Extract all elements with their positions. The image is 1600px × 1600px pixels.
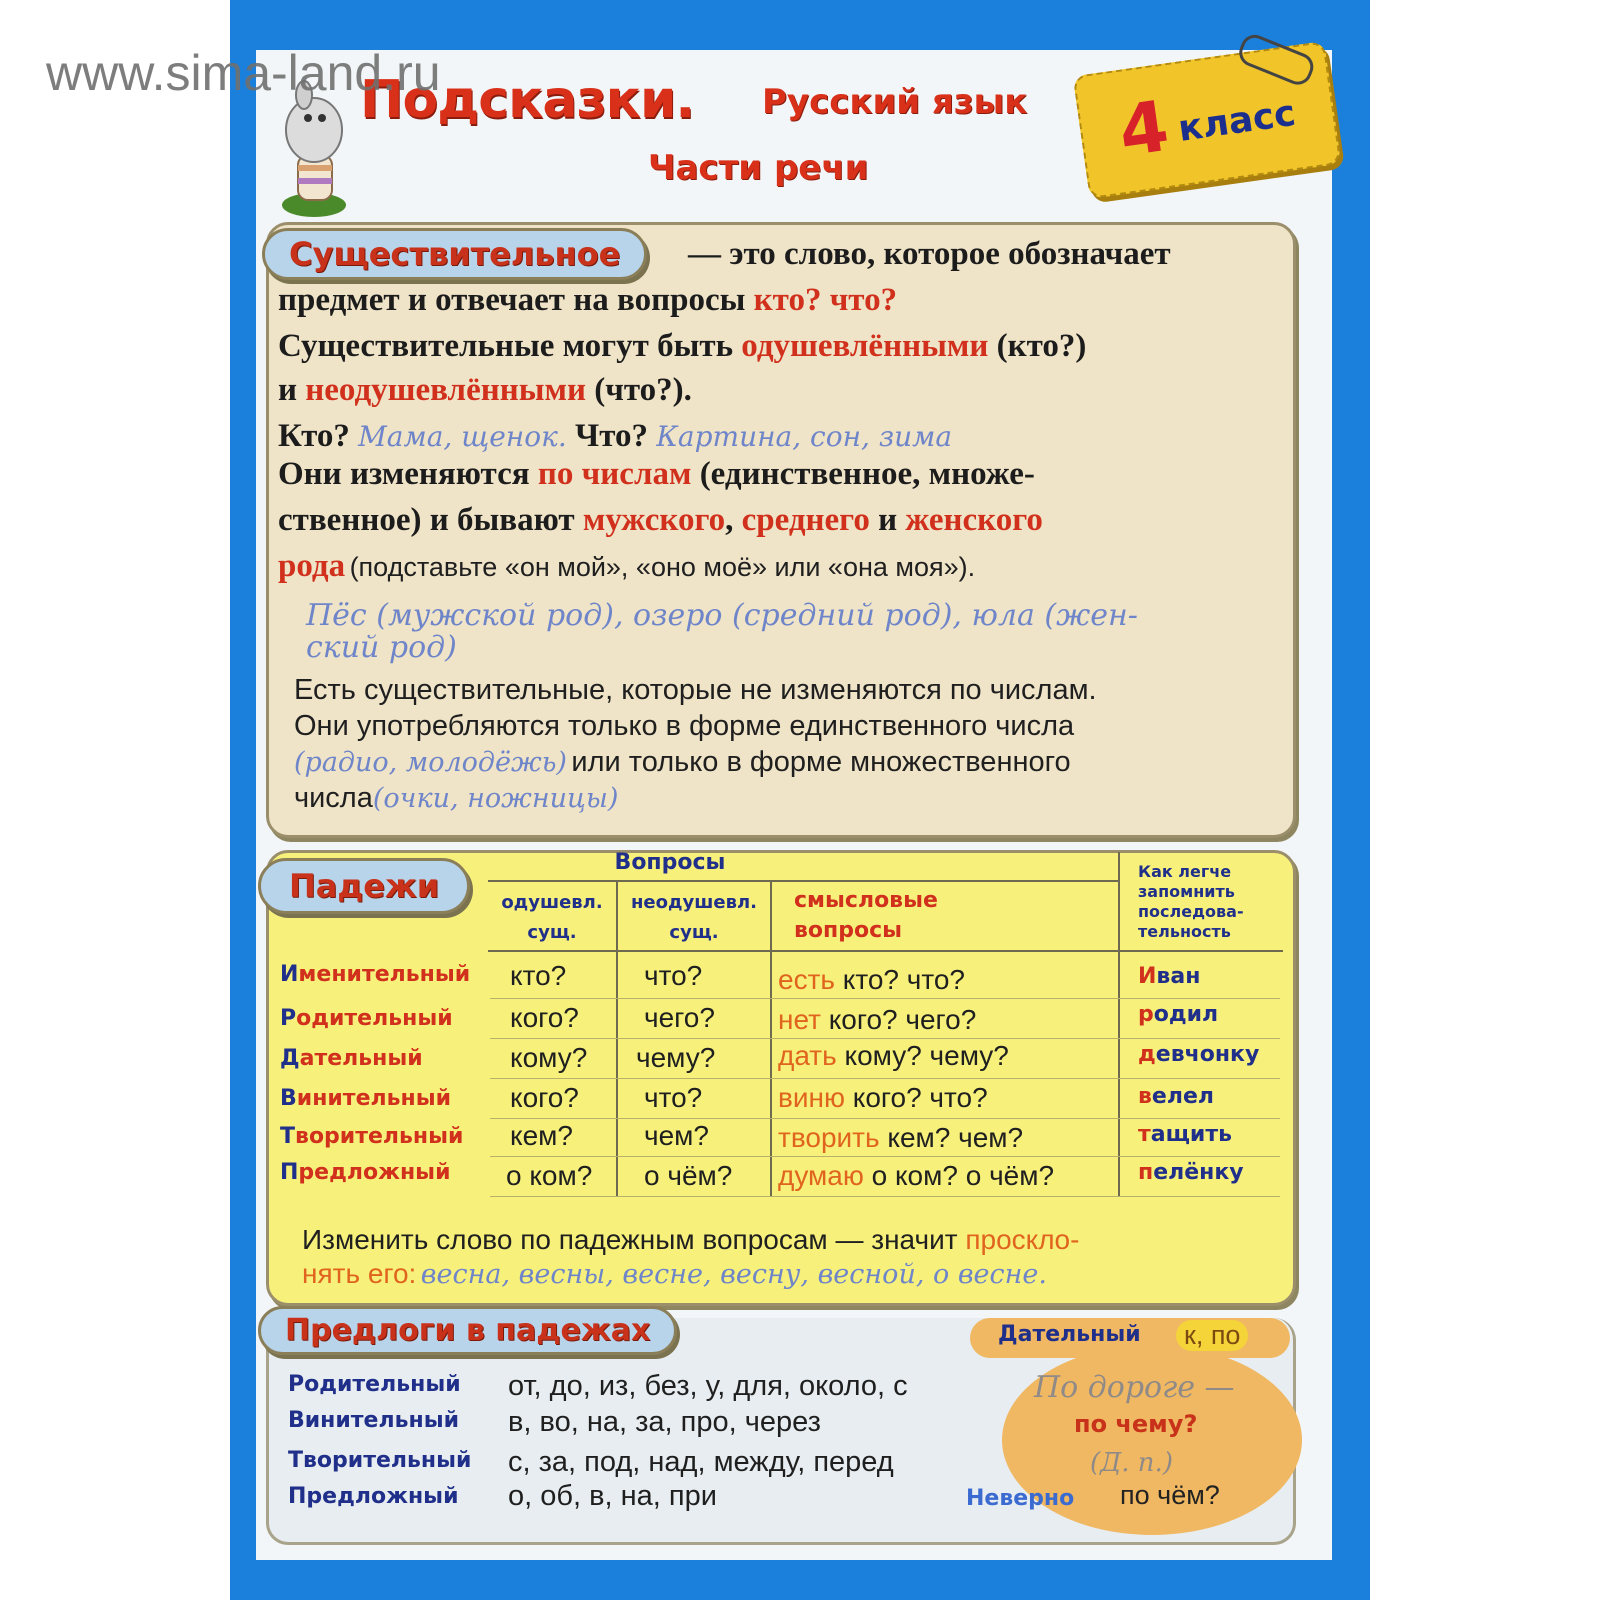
text: ственное) и бывают (278, 502, 575, 538)
noun-gender-line (278, 548, 975, 585)
highlight-text: просклo- (965, 1224, 1080, 1255)
highlight-text: по числам (537, 456, 692, 492)
text: неодушевл. (630, 892, 758, 913)
text: сущ. (669, 922, 719, 943)
text: Изменить слово по падежным вопросам — значит (302, 1224, 958, 1255)
mnemonic-word: пелёнку (1138, 1160, 1244, 1185)
animate-question: кем? (510, 1120, 573, 1151)
noun-animacy-line1 (278, 328, 1086, 365)
text: и (278, 372, 298, 408)
cases-footer-line2 (302, 1258, 1047, 1290)
prep-list: в, во, на, за, про, через (508, 1406, 821, 1438)
inanimate-question: что? (644, 1082, 703, 1113)
case-name: Творительный (280, 1124, 464, 1149)
highlight-text: женского (905, 502, 1043, 538)
grade-number: 4 (1113, 84, 1174, 173)
noun-heading-pill: Существительное (262, 228, 647, 280)
mnemonic-word: тащить (1138, 1122, 1233, 1147)
prepositions-heading-pill: Предлоги в падежах (258, 1306, 677, 1355)
highlight-text: нять его: (302, 1258, 417, 1289)
page-title: Подсказки. (360, 70, 695, 130)
col-header-semantic (794, 886, 938, 946)
case-name: Родительный (280, 1006, 453, 1031)
animate-question: кому? (510, 1042, 588, 1073)
cases-heading-pill: Падежи (258, 858, 470, 914)
dative-question: по чему? (1074, 1410, 1198, 1438)
text: Как легче (1138, 862, 1232, 881)
prep-case-name: Родительный (288, 1372, 461, 1397)
highlight-text: неодушевлёнными (305, 372, 587, 408)
wrong-question: по чём? (1120, 1480, 1220, 1510)
watermark-text: www.sima-land.ru (46, 45, 441, 101)
text: (подставьте «он мой», «оно моё» или «она моя»). (349, 552, 976, 582)
noun-number-line1 (278, 456, 1035, 493)
semantic-question: творить кем? чем? (778, 1122, 1024, 1153)
highlight-text: кто? что? (753, 282, 898, 318)
prep-list: с, за, под, над, между, перед (508, 1446, 894, 1478)
prep-list: от, до, из, без, у, для, около, с (508, 1370, 908, 1402)
case-name: Дательный (280, 1046, 423, 1071)
row-divider (490, 1038, 1280, 1039)
gender-examples-handwritten-2: ский род) (306, 630, 457, 665)
prep-case-name: Винительный (288, 1408, 460, 1433)
row-divider (490, 1078, 1280, 1079)
mnemonic-word: родил (1138, 1002, 1219, 1027)
text: последова- (1138, 902, 1244, 921)
text: (единственное, множе- (699, 456, 1035, 492)
text: сущ. (527, 922, 577, 943)
semantic-question: виню кого? что? (778, 1082, 988, 1113)
inanimate-question: чего? (644, 1002, 715, 1033)
row-divider (490, 998, 1280, 999)
text: числа (294, 782, 373, 814)
questions-header: Вопросы (614, 850, 726, 875)
topic-title: Части речи (648, 148, 869, 188)
mnemonic-word: девчонку (1138, 1042, 1260, 1067)
text: запомнить (1138, 882, 1235, 901)
divider (488, 880, 1118, 882)
case-name: Предложный (280, 1160, 451, 1185)
text: — это слово, которое обозначает (688, 236, 1171, 272)
dative-example-handwritten: По дороге — (1034, 1370, 1235, 1405)
prep-case-name: Творительный (288, 1448, 472, 1473)
handwritten-text: весна, весны, весне, весну, весной, о весне. (420, 1259, 1047, 1290)
semantic-question: есть кто? что? (778, 964, 966, 995)
handwritten-text: Картина, сон, зима (656, 420, 953, 453)
text: тельность (1138, 922, 1231, 941)
noun-definition-line1 (688, 236, 1171, 273)
highlight-text: рода (278, 548, 346, 584)
highlight-text: одушевлёнными (741, 328, 989, 364)
text: (кто?) (996, 328, 1087, 364)
animate-question: кого? (510, 1002, 579, 1033)
case-name: Винительный (280, 1086, 452, 1111)
row-divider (490, 1118, 1280, 1119)
text: одушевл. (501, 892, 603, 913)
note-line3 (294, 746, 1071, 779)
text: , (725, 502, 734, 538)
text: (что?). (594, 372, 692, 408)
semantic-question: дать кому? чему? (778, 1040, 1009, 1071)
noun-definition-line2 (278, 282, 897, 319)
noun-animacy-line2 (278, 372, 692, 409)
noun-number-line2 (278, 502, 1043, 539)
text: предмет и отвечает на вопросы (278, 282, 746, 318)
handwritten-text: Мама, щенок. (358, 420, 567, 453)
divider (488, 950, 1283, 952)
inanimate-question: чему? (636, 1042, 716, 1073)
col-header-inanimate (616, 888, 772, 948)
dative-prepositions: к, по (1176, 1320, 1248, 1351)
subject-title: Русский язык (762, 82, 1028, 122)
inanimate-question: о чём? (644, 1160, 733, 1191)
noun-examples-line (278, 418, 952, 455)
animate-question: кто? (510, 960, 567, 991)
case-name: Именительный (280, 962, 471, 987)
semantic-question: думаю о ком? о чём? (778, 1160, 1055, 1191)
highlight-text: мужского (582, 502, 726, 538)
grade-word: класс (1175, 92, 1298, 150)
handwritten-text: (радио, молодёжь) (294, 747, 567, 778)
prep-case-name: Предложный (288, 1484, 459, 1509)
highlight-text: среднего (741, 502, 870, 538)
text: Что? (574, 418, 648, 454)
cases-footer-line1 (302, 1224, 1079, 1256)
text: Кто? (278, 418, 350, 454)
gender-examples-handwritten: Пёс (мужской род), озеро (средний род), юла (жен- (306, 598, 1138, 633)
col-header-animate (488, 888, 616, 948)
note-line4 (294, 782, 618, 815)
divider (1118, 852, 1120, 1196)
inanimate-question: чем? (644, 1120, 709, 1151)
semantic-question: нет кого? чего? (778, 1004, 977, 1035)
text: вопросы (794, 918, 903, 943)
animate-question: кого? (510, 1082, 579, 1113)
text: Они изменяются (278, 456, 530, 492)
note-line2: Они употребляются только в форме единственного числа (294, 710, 1075, 742)
prep-list: о, об, в, на, при (508, 1480, 717, 1512)
animate-question: о ком? (506, 1160, 593, 1191)
mnemonic-word: Иван (1138, 964, 1201, 989)
dative-abbreviation: (Д. п.) (1090, 1448, 1173, 1478)
row-divider (490, 1196, 1280, 1197)
dative-case-name: Дательный (998, 1322, 1141, 1347)
text: или только в форме множественного (571, 746, 1071, 778)
text: и (878, 502, 898, 538)
text: смысловые (794, 888, 938, 913)
mnemonic-word: велел (1138, 1084, 1214, 1109)
text: Существительные могут быть (278, 328, 734, 364)
wrong-label: Неверно (966, 1486, 1075, 1511)
handwritten-text: (очки, ножницы) (372, 783, 619, 814)
note-line1: Есть существительные, которые не изменяются по числам. (294, 674, 1097, 706)
col-header-mnemonic (1138, 862, 1244, 942)
row-divider (490, 1156, 1280, 1157)
inanimate-question: что? (644, 960, 703, 991)
